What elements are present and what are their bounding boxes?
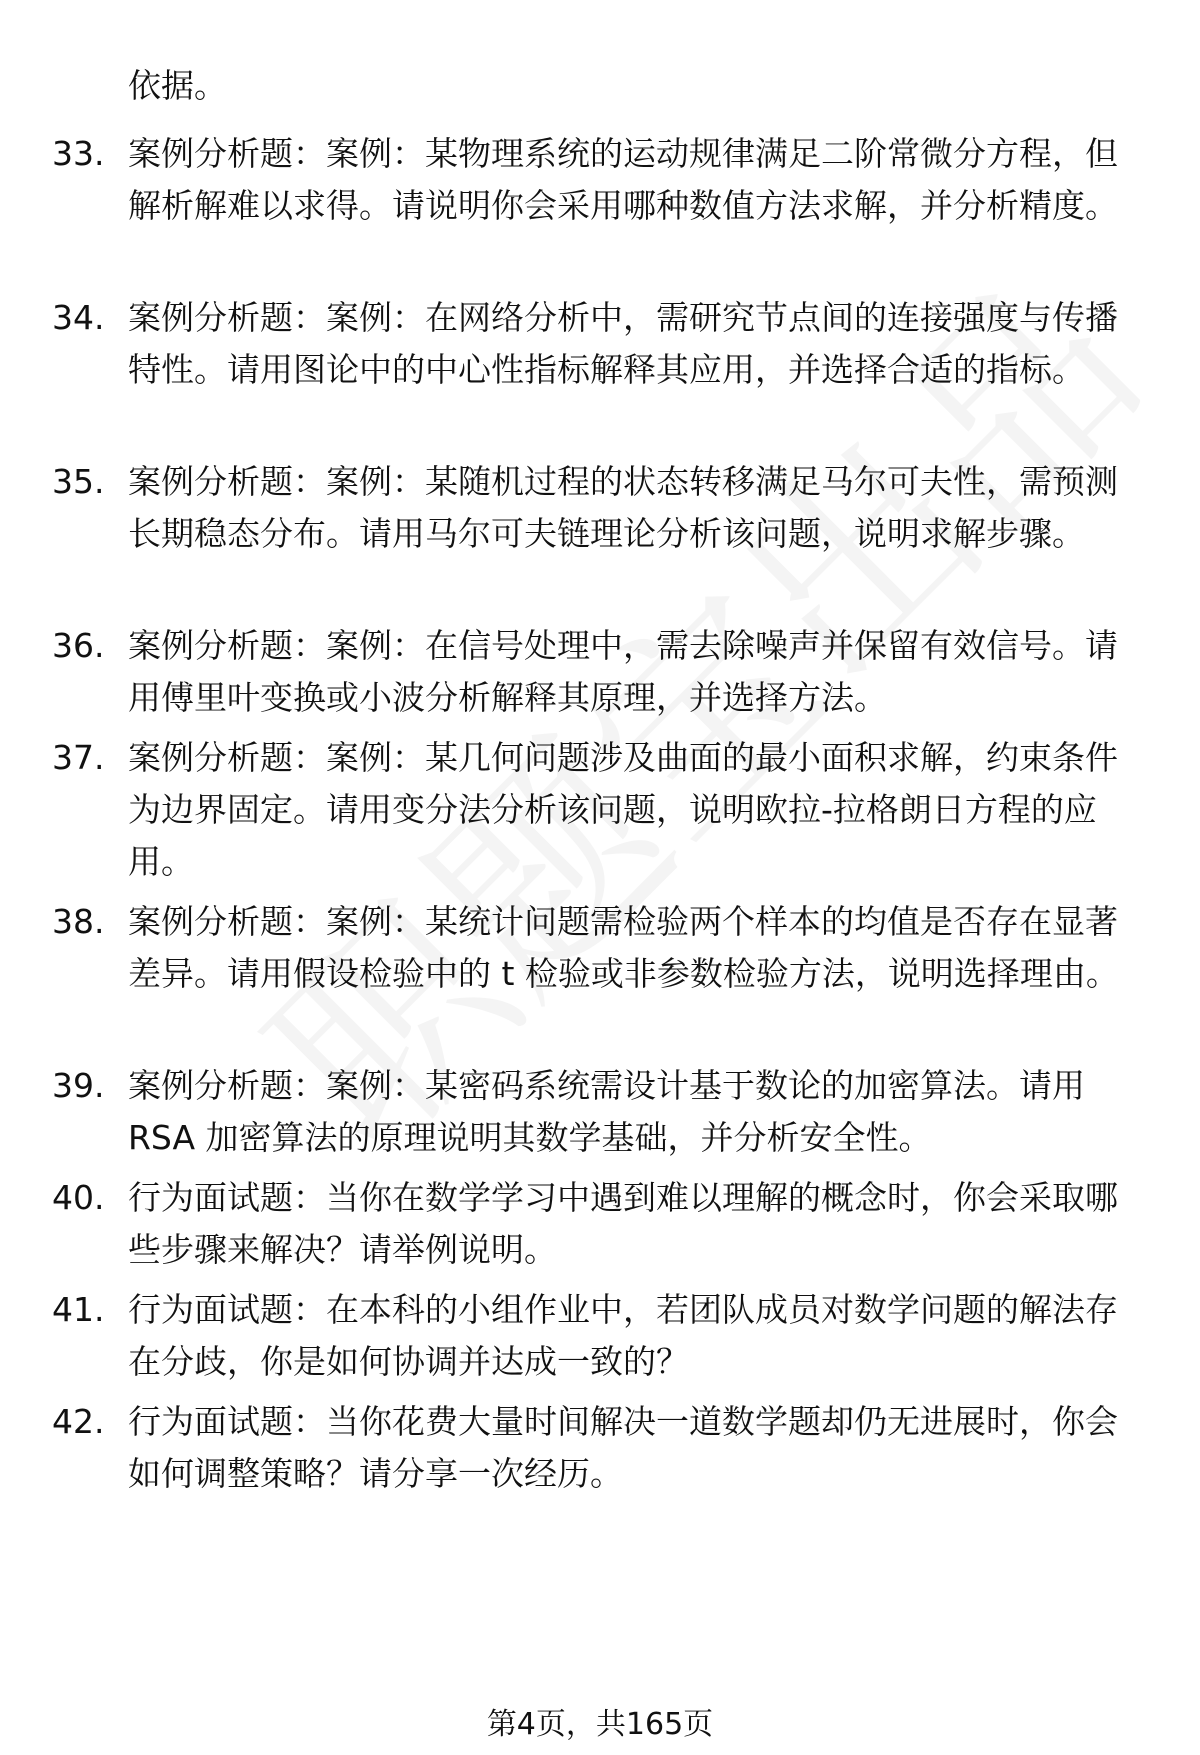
question-number: 37. xyxy=(52,738,105,777)
question-text: 案例分析题：案例：在信号处理中，需去除噪声并保留有效信号。请用傅里叶变换或小波分析解释其原理，并选择方法。 xyxy=(128,626,1118,717)
question-text: 案例分析题：案例：在网络分析中，需研究节点间的连接强度与传播特性。请用图论中的中心性指标解释其应用，并选择合适的指标。 xyxy=(128,298,1118,389)
question-text: 案例分析题：案例：某密码系统需设计基于数论的加密算法。请用 RSA 加密算法的原理说明其数学基础，并分析安全性。 xyxy=(128,1066,1085,1157)
question-number: 34. xyxy=(52,298,105,337)
question-text: 案例分析题：案例：某物理系统的运动规律满足二阶常微分方程，但解析解难以求得。请说明你会采用哪种数值方法求解，并分析精度。 xyxy=(128,134,1118,225)
question-text: 行为面试题：在本科的小组作业中，若团队成员对数学问题的解法存在分歧，你是如何协调并达成一致的？ xyxy=(128,1290,1118,1381)
question-text: 案例分析题：案例：某几何问题涉及曲面的最小面积求解，约束条件为边界固定。请用变分法分析该问题，说明欧拉-拉格朗日方程的应用。 xyxy=(128,738,1118,881)
question-text: 行为面试题：当你在数学学习中遇到难以理解的概念时，你会采取哪些步骤来解决？请举例说明。 xyxy=(128,1178,1118,1269)
question-text: 案例分析题：案例：某随机过程的状态转移满足马尔可夫性，需预测长期稳态分布。请用马尔可夫链理论分析该问题，说明求解步骤。 xyxy=(128,462,1118,553)
question-number: 41. xyxy=(52,1290,105,1329)
page-footer: 第4页，共165页 xyxy=(486,1707,714,1742)
question-number: 42. xyxy=(52,1402,105,1441)
question-number: 39. xyxy=(52,1066,105,1105)
continuation-text: 依据。 xyxy=(128,66,227,105)
question-number: 38. xyxy=(52,902,105,941)
question-number: 40. xyxy=(52,1178,105,1217)
question-number: 33. xyxy=(52,134,105,173)
question-text: 案例分析题：案例：某统计问题需检验两个样本的均值是否存在显著差异。请用假设检验中的 t 检验或非参数检验方法，说明选择理由。 xyxy=(128,902,1119,993)
question-number: 36. xyxy=(52,626,105,665)
question-text: 行为面试题：当你花费大量时间解决一道数学题却仍无进展时，你会如何调整策略？请分享一次经历。 xyxy=(128,1402,1118,1493)
question-number: 35. xyxy=(52,462,105,501)
